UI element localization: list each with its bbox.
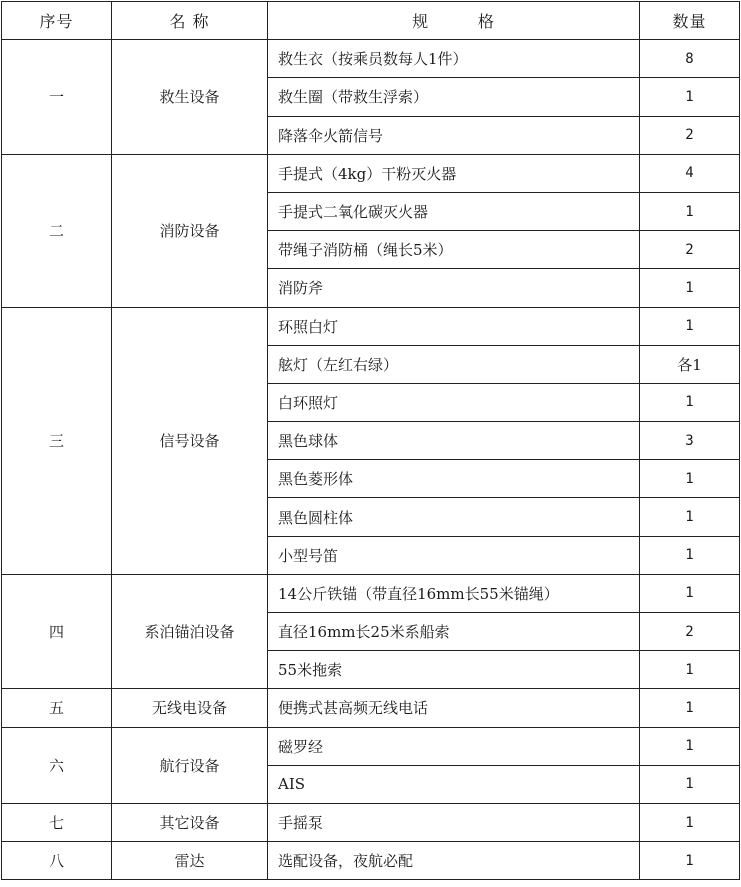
group-index: 八	[2, 842, 112, 880]
header-qty: 数量	[640, 2, 740, 40]
item-spec: 舷灯（左红右绿）	[268, 345, 640, 383]
item-qty: 1	[640, 765, 740, 803]
table-row	[2, 154, 740, 192]
item-qty: 1	[640, 307, 740, 345]
item-qty: 1	[640, 460, 740, 498]
header-index: 序号	[2, 2, 112, 40]
equipment-table	[1, 1, 740, 880]
item-qty: 1	[640, 383, 740, 421]
item-spec: 便携式甚高频无线电话	[268, 689, 640, 727]
item-qty: 4	[640, 154, 740, 192]
item-spec: 14公斤铁锚（带直径16mm长55米锚绳）	[268, 574, 640, 612]
group-name: 救生设备	[112, 40, 268, 155]
table-row	[2, 803, 740, 841]
item-spec: 选配设备，夜航必配	[268, 842, 640, 880]
item-spec: 带绳子消防桶（绳长5米）	[268, 231, 640, 269]
item-qty: 1	[640, 842, 740, 880]
item-qty: 2	[640, 613, 740, 651]
item-spec: 黑色球体	[268, 422, 640, 460]
group-index: 四	[2, 574, 112, 689]
item-qty: 1	[640, 727, 740, 765]
group-name: 消防设备	[112, 154, 268, 307]
item-spec: 手提式（4kg）干粉灭火器	[268, 154, 640, 192]
table-row	[2, 307, 740, 345]
group-index: 三	[2, 307, 112, 574]
item-qty: 1	[640, 498, 740, 536]
table-row	[2, 842, 740, 880]
group-index: 一	[2, 40, 112, 155]
table-row	[2, 574, 740, 612]
table-row	[2, 40, 740, 78]
group-name: 其它设备	[112, 803, 268, 841]
table-row	[2, 727, 740, 765]
item-spec: 救生衣（按乘员数每人1件）	[268, 40, 640, 78]
group-index: 六	[2, 727, 112, 803]
item-spec: 黑色圆柱体	[268, 498, 640, 536]
item-spec: 降落伞火箭信号	[268, 116, 640, 154]
item-qty: 1	[640, 803, 740, 841]
item-spec: AIS	[268, 765, 640, 803]
item-qty: 2	[640, 231, 740, 269]
item-spec: 白环照灯	[268, 383, 640, 421]
item-spec: 消防斧	[268, 269, 640, 307]
item-spec: 55米拖索	[268, 651, 640, 689]
item-spec: 黑色菱形体	[268, 460, 640, 498]
item-qty: 2	[640, 116, 740, 154]
item-qty: 8	[640, 40, 740, 78]
item-qty: 1	[640, 689, 740, 727]
item-qty: 1	[640, 574, 740, 612]
item-spec: 救生圈（带救生浮索）	[268, 78, 640, 116]
table-body	[2, 40, 740, 880]
item-qty: 1	[640, 651, 740, 689]
group-index: 五	[2, 689, 112, 727]
item-qty: 1	[640, 192, 740, 230]
item-spec: 环照白灯	[268, 307, 640, 345]
header-row	[2, 2, 740, 40]
item-spec: 直径16mm长25米系船索	[268, 613, 640, 651]
group-index: 七	[2, 803, 112, 841]
item-spec: 小型号笛	[268, 536, 640, 574]
group-name: 信号设备	[112, 307, 268, 574]
header-name: 名 称	[112, 2, 268, 40]
group-name: 无线电设备	[112, 689, 268, 727]
item-qty: 1	[640, 536, 740, 574]
item-spec: 手提式二氧化碳灭火器	[268, 192, 640, 230]
item-spec: 磁罗经	[268, 727, 640, 765]
group-name: 系泊锚泊设备	[112, 574, 268, 689]
header-spec: 规 格	[268, 2, 640, 40]
table-row	[2, 689, 740, 727]
group-index: 二	[2, 154, 112, 307]
item-qty: 各1	[640, 345, 740, 383]
item-qty: 3	[640, 422, 740, 460]
item-qty: 1	[640, 78, 740, 116]
group-name: 雷达	[112, 842, 268, 880]
item-qty: 1	[640, 269, 740, 307]
group-name: 航行设备	[112, 727, 268, 803]
item-spec: 手摇泵	[268, 803, 640, 841]
